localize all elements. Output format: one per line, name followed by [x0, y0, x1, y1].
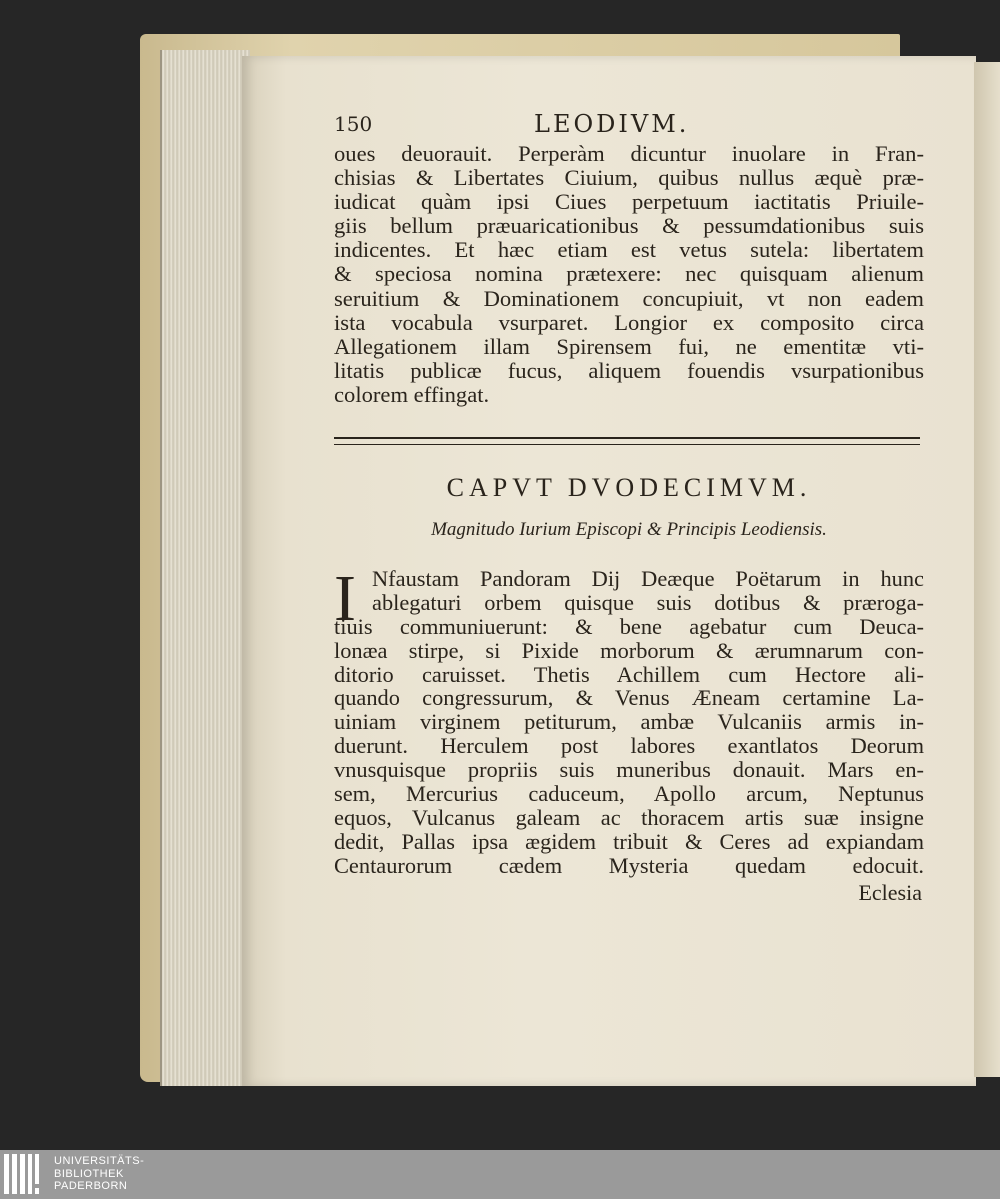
text-line: tiuis communiuerunt: & bene agebatur cum Deuca-	[334, 613, 924, 639]
page-header	[334, 110, 924, 142]
library-footer	[0, 1150, 1000, 1199]
library-name-line: UNIVERSITÄTS-	[54, 1155, 145, 1167]
text-line: oues deuorauit. Perperàm dicuntur inuolare in Fran-	[334, 141, 924, 166]
text-line: lonæa stirpe, si Pixide morborum & ærumnarum con-	[334, 637, 924, 663]
text-line: & speciosa nomina prætexere: nec quisquam alienum	[334, 261, 924, 287]
text-line: quando congressurum, & Venus Æneam certamine La-	[334, 685, 924, 711]
chapter-subtitle: Magnitudo Iurium Episcopi & Principis Leodiensis.	[431, 519, 827, 541]
text-line: giis bellum præuaricationibus & pessumdationibus suis	[334, 213, 924, 239]
text-line: indicentes. Et hæc etiam est vetus sutela: libertatem	[334, 237, 924, 263]
text-line: iudicat quàm ipsi Ciues perpetuum iactitatis Priuile-	[334, 189, 924, 215]
text-line: Nfaustam Pandoram Dij Deæque Poëtarum in hunc	[372, 566, 924, 592]
text-line: colorem effingat.	[334, 381, 490, 407]
drop-cap: I	[334, 562, 356, 636]
text-line: vnusquisque propriis suis muneribus donauit. Mars en-	[334, 757, 924, 783]
text-line: ablegaturi orbem quisque suis dotibus & prærogа-	[372, 589, 924, 615]
library-logo-icon	[4, 1154, 48, 1194]
page-text	[334, 110, 924, 906]
chapter-title: CAPVT DVODECIMVM.	[446, 473, 812, 503]
text-line: chisias & Libertates Ciuium, quibus nullus æquè præ-	[334, 165, 924, 191]
text-line: Allegationem illam Spirensem fui, ne ementitæ vti-	[334, 333, 924, 359]
body-text	[334, 142, 924, 407]
chapter-paragraph	[334, 562, 924, 906]
library-name-line: BIBLIOTHEK	[54, 1167, 124, 1180]
text-line: Centaurorum cædem Mysteria quedam edocuit.	[334, 852, 924, 878]
text-line: seruitium & Dominationem concupiuit, vt non eadem	[334, 285, 924, 311]
text-line: ista vocabula vsurparet. Longior ex composito circa	[334, 309, 924, 335]
library-name	[54, 1155, 144, 1193]
text-line: duerunt. Herculem post labores exantlatos Deorum	[334, 733, 924, 759]
running-head: LEODIVM.	[534, 110, 690, 138]
text-line: dedit, Pallas ipsa ægidem tribuit & Ceres ad expiandam	[334, 828, 924, 854]
text-line: equos, Vulcanus galeam ac thoracem artis suæ insigne	[334, 804, 924, 830]
page-number: 150	[334, 112, 373, 136]
catchword: Eclesia	[858, 879, 922, 905]
text-line: uiniam virginem petiturum, ambæ Vulcaniis armis in-	[334, 709, 924, 735]
section-rule	[334, 437, 920, 445]
page-edges	[160, 50, 250, 1086]
text-line: litatis publicæ fucus, aliquem fouendis vsurpationibus	[334, 357, 924, 383]
next-page-edge	[974, 62, 1000, 1077]
library-name-line: PADERBORN	[54, 1180, 128, 1192]
text-line: sem, Mercurius caduceum, Apollo arcum, Neptunus	[334, 781, 924, 807]
text-line: ditorio caruisset. Thetis Achillem cum Hectore ali-	[334, 661, 924, 687]
